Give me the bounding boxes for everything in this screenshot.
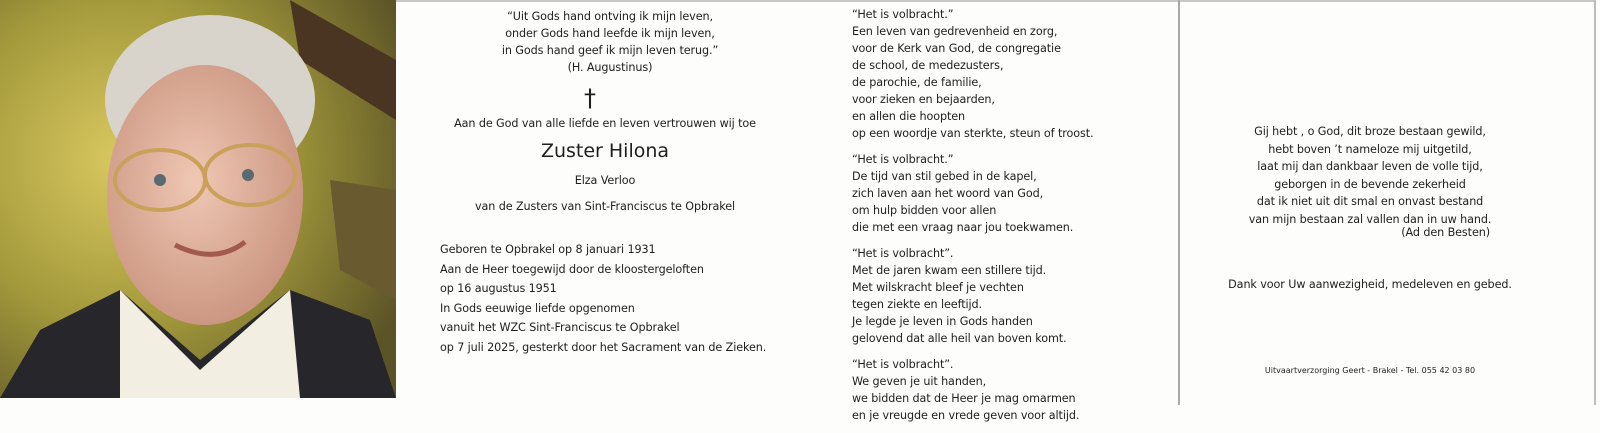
volbracht-poem: [852, 6, 1093, 433]
poem-line: Een leven van gedrevenheid en zorg,: [852, 25, 1058, 38]
bio-line: vanuit het WZC Sint-Franciscus te Opbrakel: [440, 321, 680, 335]
poem-stanza: [852, 6, 1093, 142]
quote-line: “Uit Gods hand ontving ik mijn leven,: [507, 10, 713, 23]
poem-line: tegen ziekte en leeftijd.: [852, 298, 982, 311]
poem-stanza: [852, 151, 1093, 236]
augustinus-quote: [420, 8, 800, 76]
poem-line: om hulp bidden voor allen: [852, 204, 997, 217]
bio-line: In Gods eeuwige liefde opgenomen: [440, 301, 635, 315]
poem-line: “Het is volbracht.”: [852, 153, 954, 166]
quote-line: in Gods hand geef ik mijn leven terug.”: [501, 44, 719, 57]
poem-line: De tijd van stil gebed in de kapel,: [852, 170, 1037, 183]
religious-order: van de Zusters van Sint-Franciscus te Opbrakel: [475, 200, 735, 213]
trust-line: Aan de God van alle liefde en leven vertrouwen wij toe: [454, 117, 756, 130]
poem-stanza: [852, 356, 1093, 424]
deceased-name: Zuster Hilona: [540, 140, 670, 162]
poem-stanza: [852, 245, 1093, 347]
poem-line: en allen die hoopten: [852, 110, 966, 123]
poem-line: Met de jaren kwam een stillere tijd.: [852, 264, 1047, 277]
quote-line: onder Gods hand leefde ik mijn leven,: [505, 27, 715, 40]
bio-line: op 7 juli 2025, gesterkt door het Sacrament van de Zieken.: [440, 340, 767, 354]
poem-line: Je legde je leven in Gods handen: [852, 315, 1033, 328]
bio-line: op 16 augustus 1951: [440, 282, 557, 296]
poem-line: dat ik niet uit dit smal en onvast bestand: [1256, 195, 1484, 208]
poem-line: gelovend dat alle heil van boven komt.: [852, 332, 1067, 345]
poem-line: “Het is volbracht”.: [852, 247, 954, 260]
poem-line: “Het is volbracht.”: [852, 8, 954, 21]
portrait-image: [0, 0, 396, 398]
closing-poem: [1190, 123, 1550, 228]
poem-line: laat mij dan dankbaar leven de volle tijd,: [1257, 160, 1483, 173]
poem-line: “Het is volbracht”.: [852, 358, 954, 371]
poem-line: we bidden dat de Heer je mag omarmen: [852, 392, 1076, 405]
poem-line: zich laven aan het woord van God,: [852, 187, 1044, 200]
poem-line: de school, de medezusters,: [852, 59, 1004, 72]
poem-line: die met een vraag naar jou toekwamen.: [852, 221, 1074, 234]
poem-line: de parochie, de familie,: [852, 76, 982, 89]
cross-icon: †: [584, 84, 596, 112]
poem-line: voor de Kerk van God, de congregatie: [852, 42, 1061, 55]
portrait-photo: [0, 0, 396, 398]
bio-line: Geboren te Opbrakel op 8 januari 1931: [440, 243, 656, 256]
poem-author: (Ad den Besten): [1401, 226, 1490, 239]
fold-divider: [1178, 0, 1180, 405]
bio-line: Aan de Heer toegewijd door de kloostergeloften: [440, 262, 704, 276]
funeral-home-footer: Uitvaartverzorging Geert - Brakel - Tel. 055 42 03 80: [1264, 366, 1476, 375]
quote-author: (H. Augustinus): [567, 61, 653, 74]
poem-line: hebt boven ’t nameloze mij uitgetild,: [1268, 142, 1472, 156]
poem-line: geborgen in de bevende zekerheid: [1274, 177, 1466, 191]
poem-line: van mijn bestaan zal vallen dan in uw hand.: [1248, 212, 1492, 226]
poem-line: op een woordje van sterkte, steun of troost.: [852, 127, 1094, 140]
poem-line: Gij hebt , o God, dit broze bestaan gewild,: [1254, 125, 1486, 138]
civil-name: Elza Verloo: [574, 174, 636, 187]
biography: [440, 240, 766, 358]
card-edge-right: [1594, 0, 1596, 405]
poem-line: We geven je uit handen,: [852, 375, 987, 388]
poem-line: voor zieken en bejaarden,: [852, 93, 995, 106]
thanks-line: Dank voor Uw aanwezigheid, medeleven en gebed.: [1228, 278, 1512, 291]
poem-line: en je vreugde en vrede geven voor altijd.: [852, 409, 1080, 422]
card-edge-top: [396, 0, 1596, 2]
poem-line: Met wilskracht bleef je vechten: [852, 281, 1024, 294]
